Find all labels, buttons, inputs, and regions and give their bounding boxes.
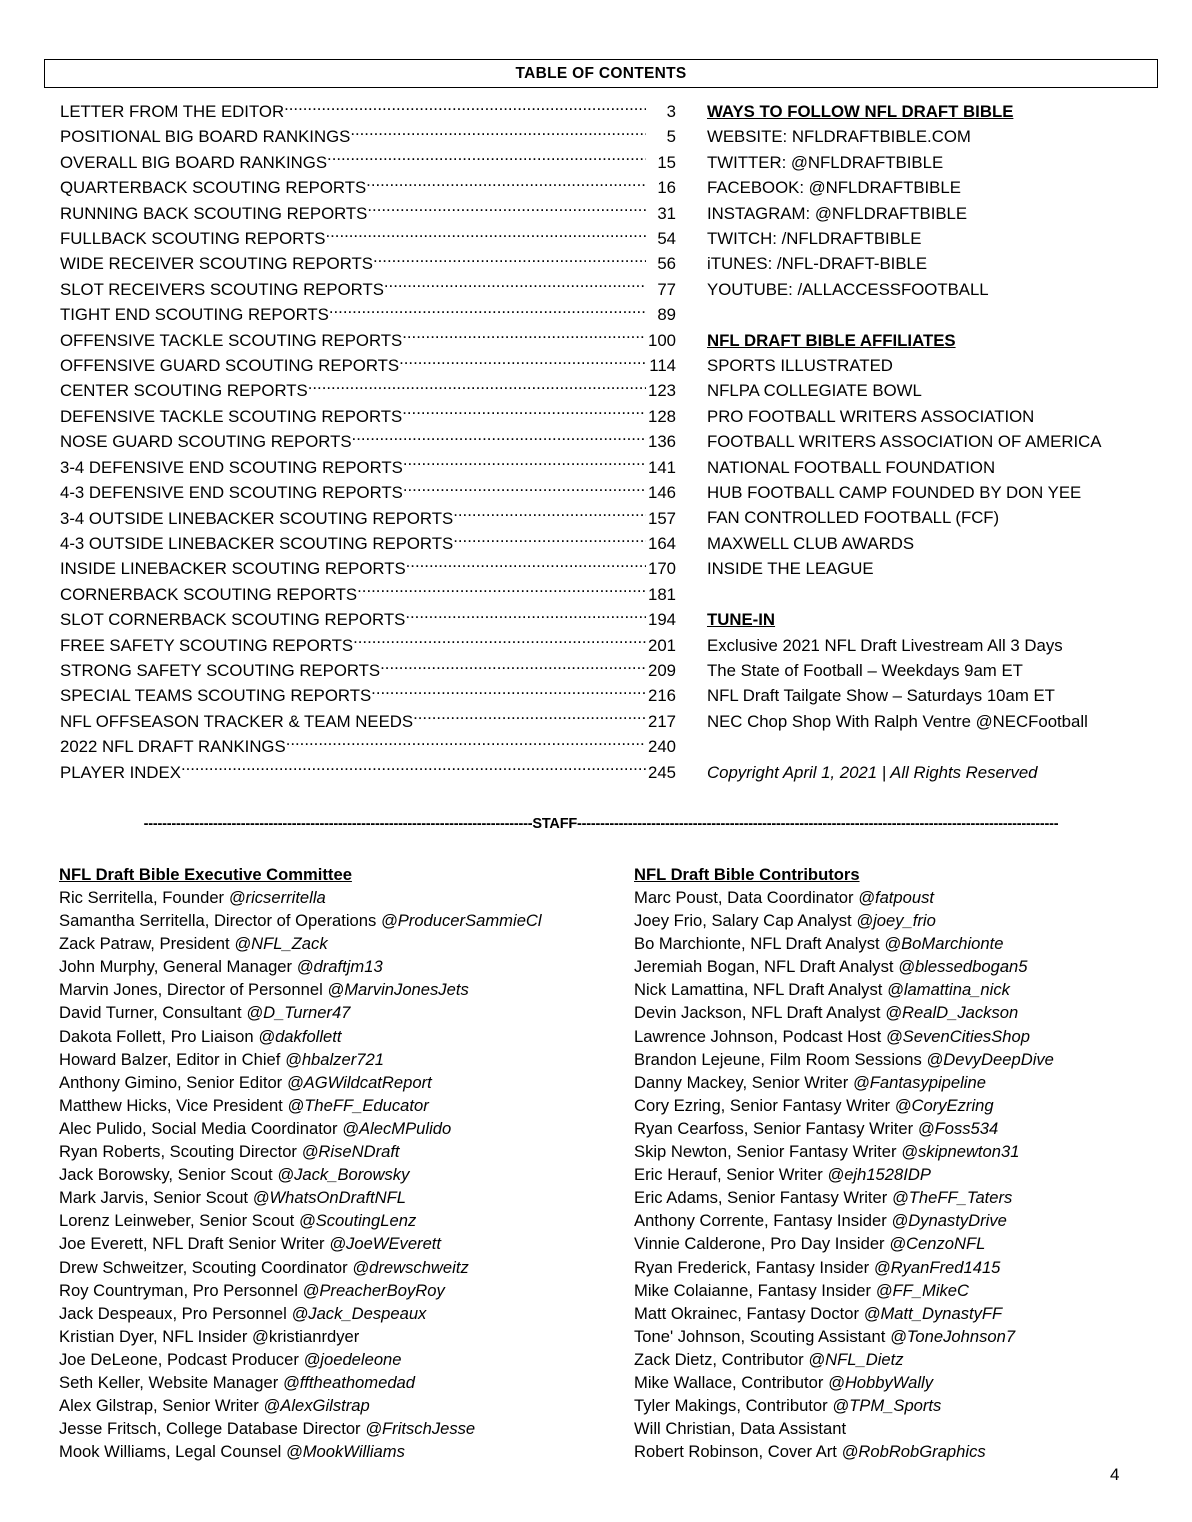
toc-entry[interactable] — [60, 734, 676, 759]
page-number: 4 — [1110, 1465, 1120, 1484]
toc-dot-leader — [357, 583, 646, 600]
staff-member-name-role: Mike Wallace, Contributor — [634, 1372, 828, 1392]
staff-member-handle[interactable]: @FritschJesse — [365, 1419, 476, 1439]
staff-member-handle[interactable]: @AlecMPulido — [342, 1118, 452, 1138]
staff-member-handle[interactable]: @TheFF_Educator — [287, 1095, 429, 1115]
toc-entry-page: 123 — [648, 381, 676, 401]
affiliate-line: FOOTBALL WRITERS ASSOCIATION OF AMERICA — [707, 432, 1102, 452]
toc-dot-leader — [403, 481, 646, 498]
copyright-notice: Copyright April 1, 2021 | All Rights Reserved — [707, 762, 1038, 782]
staff-member-name-role: Zack Dietz, Contributor — [634, 1349, 809, 1369]
toc-dot-leader — [327, 151, 646, 168]
staff-member — [634, 1001, 1174, 1024]
toc-entry[interactable] — [60, 277, 676, 302]
follow-channel-line: TWITCH: /NFLDRAFTBIBLE — [707, 229, 922, 249]
follow-channel-line: INSTAGRAM: @NFLDRAFTBIBLE — [707, 203, 968, 223]
follow-channel-line: WEBSITE: NFLDRAFTBIBLE.COM — [707, 127, 971, 147]
staff-member — [59, 955, 619, 978]
toc-entry-label: 3-4 OUTSIDE LINEBACKER SCOUTING REPORTS — [60, 508, 454, 528]
staff-member-handle[interactable]: @Fantasypipeline — [852, 1072, 986, 1092]
toc-entry[interactable] — [60, 658, 676, 683]
staff-member — [59, 1440, 619, 1463]
toc-entry-label: RUNNING BACK SCOUTING REPORTS — [60, 203, 368, 223]
tunein-heading: TUNE-IN — [707, 610, 776, 630]
staff-member — [59, 1394, 619, 1417]
staff-member — [59, 1371, 619, 1394]
staff-member-handle[interactable]: @ricserritella — [228, 888, 326, 907]
staff-member-name-role: Kristian Dyer, NFL Insider — [59, 1326, 253, 1346]
staff-member — [59, 1186, 619, 1209]
ways-to-follow-list — [707, 124, 1167, 302]
staff-member — [634, 955, 1174, 978]
staff-member-handle[interactable]: @hbalzer721 — [284, 1049, 384, 1069]
contributors-column — [634, 863, 1174, 1463]
table-of-contents — [60, 99, 676, 785]
staff-member — [634, 1140, 1174, 1163]
staff-member — [59, 932, 619, 955]
staff-member-handle[interactable]: @RobRobGraphics — [841, 1442, 986, 1462]
staff-member-handle[interactable]: @RiseNDraft — [301, 1142, 400, 1162]
toc-entry[interactable] — [60, 150, 676, 175]
toc-entry-page: 157 — [648, 508, 676, 528]
staff-member-name-role: Tone' Johnson, Scouting Assistant — [634, 1326, 890, 1346]
staff-member-name-role: Alex Gilstrap, Senior Writer — [59, 1396, 264, 1416]
staff-member-name-role: Will Christian, Data Assistant — [634, 1419, 847, 1439]
toc-entry[interactable] — [60, 556, 676, 581]
staff-member-handle[interactable]: @CoryEzring — [894, 1095, 994, 1115]
staff-member-name-role: Samantha Serritella, Director of Operations — [59, 911, 381, 931]
toc-entry-page: 100 — [648, 330, 676, 350]
staff-member-handle[interactable]: @ProducerSammieCl — [380, 911, 542, 931]
staff-member-handle[interactable]: @ToneJohnson7 — [889, 1326, 1016, 1346]
executive-committee-heading: NFL Draft Bible Executive Committee — [59, 865, 352, 884]
staff-member-handle[interactable]: @joey_frio — [856, 911, 936, 931]
toc-dot-leader — [371, 685, 646, 702]
staff-member-handle[interactable]: @JoeWEverett — [329, 1234, 442, 1254]
toc-entry[interactable] — [60, 429, 676, 454]
staff-member — [59, 1163, 619, 1186]
staff-member — [59, 1417, 619, 1440]
staff-member — [59, 1325, 619, 1348]
staff-member-handle[interactable]: @Foss534 — [917, 1118, 999, 1138]
toc-entry[interactable] — [60, 633, 676, 658]
staff-member-handle[interactable]: @skipnewton31 — [901, 1142, 1020, 1162]
staff-member-name-role: Matthew Hicks, Vice President — [59, 1095, 288, 1115]
toc-entry[interactable] — [60, 404, 676, 429]
toc-entry[interactable] — [60, 124, 676, 149]
tunein-line: Exclusive 2021 NFL Draft Livestream All 3 Days — [707, 635, 1063, 655]
toc-entry-label: OVERALL BIG BOARD RANKINGS — [60, 152, 328, 172]
affiliate-line: SPORTS ILLUSTRATED — [707, 356, 893, 376]
staff-member — [59, 1348, 619, 1371]
staff-member — [634, 978, 1174, 1001]
staff-member — [634, 1071, 1174, 1094]
staff-member-name-role: Skip Newton, Senior Fantasy Writer — [634, 1142, 902, 1162]
toc-entry-label: DEFENSIVE TACKLE SCOUTING REPORTS — [60, 406, 403, 426]
staff-member-name-role: Mark Jarvis, Senior Scout — [59, 1188, 253, 1208]
staff-member-name-role: Mike Colaianne, Fantasy Insider — [634, 1280, 876, 1300]
toc-entry-label: INSIDE LINEBACKER SCOUTING REPORTS — [60, 559, 406, 579]
toc-entry-label: NFL OFFSEASON TRACKER & TEAM NEEDS — [60, 711, 414, 731]
staff-member-handle[interactable]: @FF_MikeC — [875, 1280, 970, 1300]
toc-entry[interactable] — [60, 378, 676, 403]
toc-dot-leader — [366, 176, 646, 193]
affiliates-list — [707, 353, 1167, 582]
toc-dot-leader — [308, 380, 646, 397]
toc-dot-leader — [325, 227, 646, 244]
staff-member — [634, 1325, 1174, 1348]
staff-member-name-role: Joey Frio, Salary Cap Analyst — [634, 911, 857, 931]
staff-member-handle[interactable]: @blessedbogan5 — [898, 957, 1028, 977]
toc-entry[interactable] — [60, 506, 676, 531]
toc-entry-label: SLOT CORNERBACK SCOUTING REPORTS — [60, 610, 406, 630]
toc-dot-leader — [384, 278, 646, 295]
staff-member — [634, 1232, 1174, 1255]
staff-member-name-role: Alec Pulido, Social Media Coordinator — [59, 1118, 343, 1138]
staff-member — [634, 1279, 1174, 1302]
staff-member-handle[interactable]: @DevyDeepDive — [926, 1049, 1054, 1069]
spacer-follow — [707, 302, 1167, 327]
staff-divider: ------------------------------------------------------------------------------------STAFF-------------------------------------------------------------------------------------------------------- — [143, 816, 1059, 832]
staff-member-name-role: Mook Williams, Legal Counsel — [59, 1442, 286, 1462]
staff-member-handle[interactable]: @ScoutingLenz — [298, 1211, 417, 1231]
toc-entry-page: 136 — [648, 432, 676, 452]
staff-member-handle[interactable]: @kristianrdyer — [252, 1326, 360, 1346]
staff-member-name-role: Jack Borowsky, Senior Scout — [59, 1165, 278, 1185]
toc-entry[interactable] — [60, 607, 676, 632]
toc-dot-leader — [403, 456, 646, 473]
toc-dot-leader — [399, 354, 646, 371]
staff-member-handle[interactable]: @ejh1528IDP — [827, 1165, 931, 1185]
tunein-line: The State of Football – Weekdays 9am ET — [707, 660, 1023, 680]
follow-channel-line: iTUNES: /NFL-DRAFT-BIBLE — [707, 254, 928, 274]
toc-entry-page: 194 — [648, 610, 676, 630]
toc-entry[interactable] — [60, 455, 676, 480]
staff-member — [59, 909, 619, 932]
toc-entry-label: TIGHT END SCOUTING REPORTS — [60, 305, 329, 325]
staff-member-handle[interactable]: @MookWilliams — [285, 1442, 405, 1462]
toc-entry-page: 128 — [648, 406, 676, 426]
staff-member-name-role: Ryan Roberts, Scouting Director — [59, 1142, 302, 1162]
staff-member-name-role: Bo Marchionte, NFL Draft Analyst — [634, 934, 885, 954]
toc-dot-leader — [380, 659, 646, 676]
staff-member — [634, 1302, 1174, 1325]
toc-dot-leader — [402, 329, 646, 346]
staff-member-handle[interactable]: @HobbyWally — [827, 1372, 934, 1392]
staff-member — [59, 1140, 619, 1163]
toc-entry-page: 164 — [648, 533, 676, 553]
staff-member-name-role: Brandon Lejeune, Film Room Sessions — [634, 1049, 927, 1069]
staff-member-name-role: Cory Ezring, Senior Fantasy Writer — [634, 1095, 895, 1115]
staff-member — [59, 1048, 619, 1071]
staff-member — [634, 1417, 1174, 1440]
affiliate-line: NATIONAL FOOTBALL FOUNDATION — [707, 457, 996, 477]
staff-member — [634, 1371, 1174, 1394]
toc-entry-page: 54 — [657, 229, 676, 249]
toc-entry-label: FULLBACK SCOUTING REPORTS — [60, 229, 326, 249]
staff-member-handle[interactable]: @dakfollett — [258, 1026, 342, 1046]
staff-member — [634, 1348, 1174, 1371]
staff-member-name-role: Ric Serritella, Founder — [59, 888, 229, 907]
toc-entry[interactable] — [60, 201, 676, 226]
staff-member — [59, 1117, 619, 1140]
toc-entry-label: OFFENSIVE TACKLE SCOUTING REPORTS — [60, 330, 403, 350]
staff-member — [634, 1256, 1174, 1279]
staff-member-name-role: Devin Jackson, NFL Draft Analyst — [634, 1003, 886, 1023]
executive-committee-list — [59, 886, 619, 1463]
staff-member-name-role: Nick Lamattina, NFL Draft Analyst — [634, 980, 887, 1000]
staff-member-name-role: Jack Despeaux, Pro Personnel — [59, 1303, 292, 1323]
staff-member-name-role: Matt Okrainec, Fantasy Doctor — [634, 1303, 864, 1323]
staff-member-handle[interactable]: @BoMarchionte — [884, 934, 1004, 954]
staff-member-name-role: Seth Keller, Website Manager — [59, 1372, 283, 1392]
staff-member-handle[interactable]: @D_Turner47 — [246, 1003, 351, 1023]
staff-member-handle[interactable]: @RyanFred1415 — [873, 1257, 1001, 1277]
staff-member-name-role: Zack Patraw, President — [59, 934, 235, 954]
affiliates-heading: NFL DRAFT BIBLE AFFILIATES — [707, 330, 956, 350]
toc-entry[interactable] — [60, 683, 676, 708]
toc-dot-leader — [350, 126, 646, 143]
toc-entry-page: 209 — [648, 660, 676, 680]
staff-member-handle[interactable]: @joedeleone — [303, 1349, 402, 1369]
toc-entry-label: LETTER FROM THE EDITOR — [60, 102, 285, 121]
staff-member — [634, 1048, 1174, 1071]
page-title: TABLE OF CONTENTS — [515, 64, 687, 82]
staff-member — [634, 909, 1174, 932]
staff-member-name-role: Marvin Jones, Director of Personnel — [59, 980, 328, 1000]
toc-dot-leader — [284, 100, 646, 117]
toc-entry-label: FREE SAFETY SCOUTING REPORTS — [60, 635, 354, 655]
staff-member-handle[interactable]: @CenzoNFL — [889, 1234, 986, 1254]
toc-dot-leader — [181, 761, 646, 778]
toc-entry-label: SPECIAL TEAMS SCOUTING REPORTS — [60, 686, 372, 706]
staff-member — [59, 1071, 619, 1094]
staff-member — [634, 886, 1174, 909]
staff-member-handle[interactable]: @Jack_Despeaux — [291, 1303, 427, 1323]
staff-member-name-role: Ryan Cearfoss, Senior Fantasy Writer — [634, 1118, 918, 1138]
toc-entry-page: 216 — [648, 686, 676, 706]
follow-channel-line: TWITTER: @NFLDRAFTBIBLE — [707, 152, 944, 172]
staff-member — [59, 1209, 619, 1232]
toc-entry[interactable] — [60, 175, 676, 200]
toc-entry-page: 16 — [657, 178, 676, 198]
toc-entry-label: 4-3 DEFENSIVE END SCOUTING REPORTS — [60, 483, 403, 503]
staff-member — [59, 1001, 619, 1024]
staff-member-handle[interactable]: @TheFF_Taters — [891, 1188, 1013, 1208]
toc-dot-leader — [367, 202, 646, 219]
toc-entry[interactable] — [60, 531, 676, 556]
staff-member — [59, 886, 619, 909]
staff-member — [634, 932, 1174, 955]
staff-member-name-role: Danny Mackey, Senior Writer — [634, 1072, 853, 1092]
toc-entry-label: PLAYER INDEX — [60, 762, 181, 782]
toc-entry-label: 3-4 DEFENSIVE END SCOUTING REPORTS — [60, 457, 403, 477]
staff-member-name-role: Jesse Fritsch, College Database Director — [59, 1419, 366, 1439]
tunein-line: NEC Chop Shop With Ralph Ventre @NECFootball — [707, 711, 1088, 731]
toc-dot-leader — [329, 303, 646, 320]
affiliate-line: NFLPA COLLEGIATE BOWL — [707, 381, 922, 401]
toc-entry-page: 141 — [648, 457, 676, 477]
staff-member-name-role: Tyler Makings, Contributor — [634, 1396, 833, 1416]
staff-member — [634, 1117, 1174, 1140]
toc-entry[interactable] — [60, 328, 676, 353]
contributors-heading: NFL Draft Bible Contributors — [634, 865, 860, 884]
toc-entry-page: 181 — [648, 584, 676, 604]
affiliate-line: PRO FOOTBALL WRITERS ASSOCIATION — [707, 406, 1035, 426]
staff-member-handle[interactable]: @PreacherBoyRoy — [302, 1280, 445, 1300]
staff-member-handle[interactable]: @NFL_Dietz — [808, 1349, 904, 1369]
staff-member — [634, 1394, 1174, 1417]
affiliate-line: MAXWELL CLUB AWARDS — [707, 533, 915, 553]
staff-member-name-role: Drew Schweitzer, Scouting Coordinator — [59, 1257, 353, 1277]
toc-entry-page: 56 — [657, 254, 676, 274]
toc-entry[interactable] — [60, 226, 676, 251]
follow-channel-line: YOUTUBE: /ALLACCESSFOOTBALL — [707, 279, 989, 299]
affiliate-line: INSIDE THE LEAGUE — [707, 559, 874, 579]
staff-member-name-role: Ryan Frederick, Fantasy Insider — [634, 1257, 874, 1277]
toc-entry-page: 146 — [648, 483, 676, 503]
staff-member-handle[interactable]: @drewschweitz — [352, 1257, 469, 1277]
toc-entry-label: 2022 NFL DRAFT RANKINGS — [60, 737, 286, 757]
toc-entry-page: 170 — [648, 559, 676, 579]
staff-member-name-role: Vinnie Calderone, Pro Day Insider — [634, 1234, 890, 1254]
toc-entry-page: 5 — [666, 127, 676, 147]
staff-member-name-role: Joe DeLeone, Podcast Producer — [59, 1349, 304, 1369]
toc-entry-page: 15 — [657, 152, 676, 172]
page-title-box — [44, 59, 1158, 88]
toc-entry[interactable] — [60, 251, 676, 276]
staff-member — [634, 1209, 1174, 1232]
staff-member-handle[interactable]: @MarvinJonesJets — [327, 980, 469, 1000]
tunein-line: NFL Draft Tailgate Show – Saturdays 10am ET — [707, 686, 1055, 706]
staff-member — [634, 1163, 1174, 1186]
staff-member — [59, 1232, 619, 1255]
toc-dot-leader — [413, 710, 646, 727]
staff-member-handle[interactable]: @TPM_Sports — [832, 1396, 942, 1416]
affiliate-line: HUB FOOTBALL CAMP FOUNDED BY DON YEE — [707, 483, 1082, 503]
ways-to-follow-heading: WAYS TO FOLLOW NFL DRAFT BIBLE — [707, 102, 1014, 121]
staff-member — [59, 978, 619, 1001]
staff-member — [634, 1025, 1174, 1048]
staff-member-name-role: Anthony Corrente, Fantasy Insider — [634, 1211, 892, 1231]
follow-channel-line: FACEBOOK: @NFLDRAFTBIBLE — [707, 178, 961, 198]
staff-member-name-role: Robert Robinson, Cover Art — [634, 1442, 842, 1462]
toc-dot-leader — [353, 634, 646, 651]
staff-member-handle[interactable]: @fatpoust — [858, 888, 935, 907]
toc-entry[interactable] — [60, 353, 676, 378]
toc-dot-leader — [373, 253, 646, 270]
toc-entry-label: 4-3 OUTSIDE LINEBACKER SCOUTING REPORTS — [60, 533, 454, 553]
staff-member-name-role: Howard Balzer, Editor in Chief — [59, 1049, 285, 1069]
staff-member-handle[interactable]: @DynastyDrive — [891, 1211, 1007, 1231]
spacer-tunein — [707, 734, 1167, 759]
staff-member-handle[interactable]: @lamattina_nick — [887, 980, 1010, 1000]
staff-member-name-role: Lawrence Johnson, Podcast Host — [634, 1026, 886, 1046]
spacer-affiliates — [707, 582, 1167, 607]
info-column — [707, 99, 1167, 785]
staff-member-name-role: Marc Poust, Data Coordinator — [634, 888, 859, 907]
staff-member-handle[interactable]: @WhatsOnDraftNFL — [252, 1188, 406, 1208]
toc-entry-page: 240 — [648, 737, 676, 757]
toc-dot-leader — [453, 532, 646, 549]
toc-entry-page: 245 — [648, 762, 676, 782]
staff-member-name-role: Eric Herauf, Senior Writer — [634, 1165, 828, 1185]
staff-member-handle[interactable]: @AGWildcatReport — [286, 1072, 432, 1092]
toc-entry-page: 77 — [657, 279, 676, 299]
staff-member-name-role: Anthony Gimino, Senior Editor — [59, 1072, 287, 1092]
staff-member-handle[interactable]: @NFL_Zack — [234, 934, 328, 954]
staff-member-handle[interactable]: @fftheathomedad — [282, 1372, 416, 1392]
staff-member-name-role: Dakota Follett, Pro Liaison — [59, 1026, 259, 1046]
toc-entry-page: 89 — [657, 305, 676, 325]
staff-member-handle[interactable]: @AlexGilstrap — [263, 1396, 370, 1416]
toc-entry-label: STRONG SAFETY SCOUTING REPORTS — [60, 660, 381, 680]
staff-member — [634, 1186, 1174, 1209]
toc-entry-page: 114 — [649, 356, 676, 376]
staff-member-name-role: Jeremiah Bogan, NFL Draft Analyst — [634, 957, 899, 977]
staff-member — [634, 1440, 1174, 1463]
toc-entry-label: POSITIONAL BIG BOARD RANKINGS — [60, 127, 351, 147]
staff-member-handle[interactable]: @draftjm13 — [296, 957, 383, 977]
toc-dot-leader — [402, 405, 646, 422]
staff-member-name-role: Roy Countryman, Pro Personnel — [59, 1280, 303, 1300]
toc-entry[interactable] — [60, 582, 676, 607]
toc-entry-label: OFFENSIVE GUARD SCOUTING REPORTS — [60, 356, 400, 376]
toc-entry-label: QUARTERBACK SCOUTING REPORTS — [60, 178, 367, 198]
staff-member-name-role: David Turner, Consultant — [59, 1003, 247, 1023]
staff-member-name-role: Joe Everett, NFL Draft Senior Writer — [59, 1234, 330, 1254]
toc-entry-page: 31 — [657, 203, 676, 223]
staff-member-handle[interactable]: @SevenCitiesShop — [885, 1026, 1030, 1046]
staff-member — [634, 1094, 1174, 1117]
toc-entry[interactable] — [60, 302, 676, 327]
contributors-list — [634, 886, 1174, 1463]
staff-member-handle[interactable]: @RealD_Jackson — [885, 1003, 1019, 1023]
staff-member — [59, 1302, 619, 1325]
tunein-list — [707, 633, 1167, 735]
toc-entry[interactable] — [60, 760, 676, 785]
toc-entry-page: 217 — [648, 711, 676, 731]
toc-dot-leader — [286, 735, 646, 752]
toc-entry[interactable] — [60, 99, 676, 124]
toc-entry-label: SLOT RECEIVERS SCOUTING REPORTS — [60, 279, 384, 299]
staff-member-name-role: Lorenz Leinweber, Senior Scout — [59, 1211, 299, 1231]
toc-entry-label: WIDE RECEIVER SCOUTING REPORTS — [60, 254, 373, 274]
toc-entry-label: CORNERBACK SCOUTING REPORTS — [60, 584, 358, 604]
staff-member — [59, 1025, 619, 1048]
toc-entry-label: NOSE GUARD SCOUTING REPORTS — [60, 432, 352, 452]
toc-entry-page: 3 — [666, 102, 676, 121]
toc-entry-label: CENTER SCOUTING REPORTS — [60, 381, 308, 401]
toc-dot-leader — [405, 608, 646, 625]
staff-member — [59, 1094, 619, 1117]
toc-entry[interactable] — [60, 709, 676, 734]
toc-entry[interactable] — [60, 480, 676, 505]
staff-member-name-role: John Murphy, General Manager — [59, 957, 297, 977]
toc-dot-leader — [352, 430, 646, 447]
affiliate-line: FAN CONTROLLED FOOTBALL (FCF) — [707, 508, 1000, 528]
toc-dot-leader — [406, 558, 646, 575]
executive-committee-column — [59, 863, 619, 1463]
staff-member-name-role: Eric Adams, Senior Fantasy Writer — [634, 1188, 892, 1208]
staff-member — [59, 1279, 619, 1302]
staff-member-handle[interactable]: @Jack_Borowsky — [277, 1165, 410, 1185]
staff-member-handle[interactable]: @Matt_DynastyFF — [863, 1303, 1003, 1323]
staff-member — [59, 1256, 619, 1279]
toc-dot-leader — [453, 507, 646, 524]
toc-entry-page: 201 — [648, 635, 676, 655]
